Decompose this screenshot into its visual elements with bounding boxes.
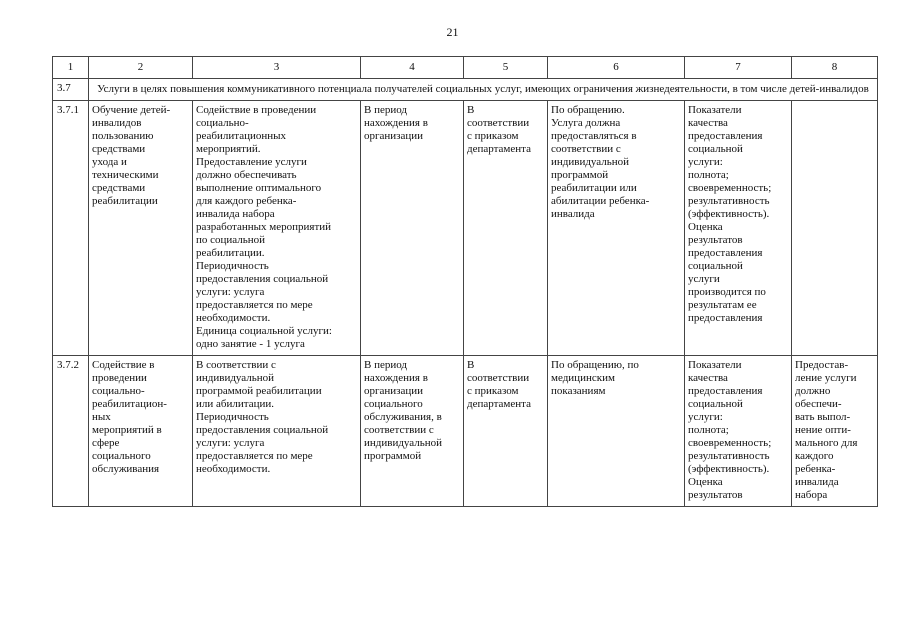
additional-conditions-cell — [792, 101, 878, 356]
quality-indicators-cell: Показатели качества предоставления социальной услуги: полнота; своевременность; результативность (эффективность). Оценка результатов — [685, 356, 792, 507]
column-number-6: 6 — [548, 57, 685, 79]
service-name-cell: Содействие в проведении социально- реабилитацион- ных мероприятий в сфере социального обслуживания — [89, 356, 193, 507]
service-description-cell: В соответствии с индивидуальной программой реабилитации или абилитации. Периодичность предоставления социальной услуги: услуга предоставляется по мере необходимости. — [193, 356, 361, 507]
quality-indicators-cell: Показатели качества предоставления социальной услуги: полнота; своевременность; результативность (эффективность). Оценка результатов предоставления социальной услуги производится по результатам ее предоставления — [685, 101, 792, 356]
additional-conditions-cell: Предостав- ление услуги должно обеспечи- вать выпол- нение опти- мального для каждого ребенка- инвалида набора — [792, 356, 878, 507]
service-conditions-cell: По обращению. Услуга должна предоставляться в соответствии с индивидуальной программой реабилитации или абилитации ребенка- инвалида — [548, 101, 685, 356]
service-tariff-cell: В соответствии с приказом департамента — [464, 356, 548, 507]
service-description-cell: Содействие в проведении социально- реабилитационных мероприятий. Предоставление услуги должно обеспечивать выполнение оптимального для каждого ребенка- инвалида набора разработанных мероприятий по социальной реабилитации. Периодичность предоставления социальной услуги: услуга предоставляется по мере необходимости. Единица социальной услуги: одно занятие - 1 услуга — [193, 101, 361, 356]
services-table — [52, 56, 878, 507]
section-row — [53, 79, 878, 101]
table-row-3-7-2 — [53, 356, 878, 507]
section-title: Услуги в целях повышения коммуникативного потенциала получателей социальных услуг, имеющих ограничения жизнедеятельности, в том числе детей-инвалидов — [89, 79, 878, 101]
service-period-cell: В период нахождения в организации — [361, 101, 464, 356]
column-number-3: 3 — [193, 57, 361, 79]
service-period-cell: В период нахождения в организации социального обслуживания, в соответствии с индивидуальной программой — [361, 356, 464, 507]
service-conditions-cell: По обращению, по медицинским показаниям — [548, 356, 685, 507]
column-number-5: 5 — [464, 57, 548, 79]
page-number: 21 — [446, 25, 459, 39]
column-number-7: 7 — [685, 57, 792, 79]
service-tariff-cell: В соответствии с приказом департамента — [464, 101, 548, 356]
section-number: 3.7 — [53, 79, 89, 101]
column-number-4: 4 — [361, 57, 464, 79]
service-name-cell: Обучение детей- инвалидов пользованию средствами ухода и техническими средствами реабилитации — [89, 101, 193, 356]
table-row-3-7-1 — [53, 101, 878, 356]
column-number-1: 1 — [53, 57, 89, 79]
row-number-cell: 3.7.1 — [53, 101, 89, 356]
column-number-2: 2 — [89, 57, 193, 79]
column-number-8: 8 — [792, 57, 878, 79]
row-number-cell: 3.7.2 — [53, 356, 89, 507]
column-number-row — [53, 57, 878, 79]
